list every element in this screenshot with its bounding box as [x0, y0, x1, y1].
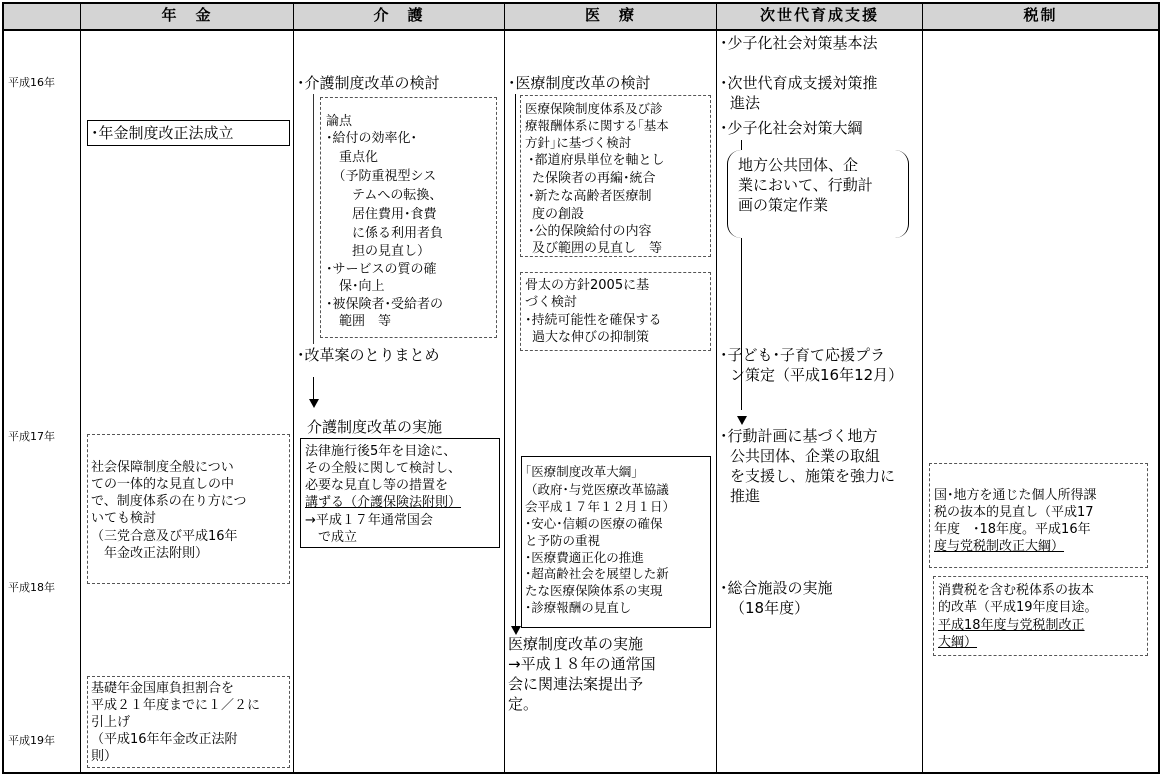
care-timeline-line: [313, 94, 314, 344]
nextgen-local-line: 業において、行動計: [738, 176, 873, 194]
medical-basic-line: 及び範囲の見直し 等: [532, 241, 663, 256]
medical-outline-line: たな医療保険体系の実現: [525, 583, 663, 598]
nextgen-local-line: 地方公共団体、企: [738, 156, 859, 174]
medical-honebuto-line: づく検討: [525, 295, 578, 310]
nextgen-facility-line: （18年度）: [730, 599, 810, 617]
tax-consumption-line: 大綱）: [938, 635, 978, 650]
year-label-h19: 平成19年: [8, 734, 55, 747]
column-divider: [80, 2, 81, 774]
medical-outline-line: ･診療報酬の見直し: [525, 600, 632, 615]
medical-outline-line: （政府･与党医療改革協議: [525, 482, 669, 497]
pension-review-line: で、制度体系の在り方につ: [91, 494, 247, 509]
pension-review-line: ての一体的な見直しの中: [91, 477, 235, 492]
pension-review-box: [87, 434, 290, 584]
medical-outline-box: [521, 456, 711, 628]
care-implement-line: 講ずる（介護保険法附則）: [305, 495, 462, 510]
medical-implement-line: 会に関連法案提出予: [508, 675, 644, 693]
tax-income-line: 国･地方を通じた個人所得課: [934, 488, 1097, 503]
medical-outline-line: と予防の重視: [525, 533, 601, 548]
pension-subsidy-line: 基礎年金国庫負担割合を: [91, 681, 235, 696]
care-points-box: [320, 97, 497, 338]
medical-implement-line: 医療制度改革の実施: [508, 635, 644, 653]
nextgen-support-line: を支援し、施策を強力に: [730, 467, 896, 485]
header-separator: [2, 29, 1160, 31]
medical-basic-box: [520, 95, 711, 257]
care-points-line: ･給付の効率化･: [326, 131, 418, 146]
care-implement-line: 必要な見直し等の措置を: [305, 478, 449, 493]
care-points-line: に係る利用者負: [326, 226, 444, 241]
care-implement-box: [300, 438, 500, 548]
pension-review-line: いても検討: [91, 511, 157, 526]
care-arrow-head: [309, 399, 319, 408]
nextgen-plan-line: ･子ども･子育て応援プラ: [720, 346, 886, 364]
medical-basic-line: 療報酬体系に関する｢基本: [525, 118, 669, 133]
care-implement-line: 法律施行後5年を目途に、: [305, 444, 457, 459]
care-points-line: ･サービスの質の確: [326, 262, 437, 277]
care-points-line: （予防重視型シス: [326, 169, 437, 184]
column-divider: [293, 2, 294, 774]
medical-basic-line: 医療保険制度体系及び診: [525, 101, 663, 116]
care-implement-title: 介護制度改革の実施: [307, 418, 443, 436]
header-tax: 税制: [1023, 6, 1058, 24]
tax-consumption-line: 平成18年度与党税制改正: [938, 618, 1085, 633]
care-points-line: 重点化: [326, 150, 379, 165]
pension-subsidy-line: （平成16年年金改正法附: [91, 732, 238, 747]
nextgen-support-line: 公共団体、企業の取組: [730, 447, 881, 465]
pension-reform-law-box: [87, 120, 290, 146]
tax-consumption-box: [933, 576, 1148, 656]
column-divider: [504, 2, 505, 774]
tax-income-box: [929, 463, 1148, 568]
year-label-h17: 平成17年: [8, 430, 55, 443]
medical-outline-line: ･超高齢社会を展望した新: [525, 566, 669, 581]
medical-honebuto-line: 骨太の方針2005に基: [525, 278, 650, 293]
care-arrow-line: [313, 377, 314, 401]
care-points-line: 担の見直し）: [326, 244, 431, 259]
medical-honebuto-line: ･持続可能性を確保する: [525, 313, 662, 328]
nextgen-support-line: ･行動計画に基づく地方: [720, 427, 878, 445]
year-label-h18: 平成18年: [8, 581, 55, 594]
nextgen-local-bracket: [727, 150, 909, 238]
medical-honebuto-line: 過大な伸びの抑制策: [532, 330, 650, 345]
tax-income-line: 年度 ･18年度。平成16年: [934, 522, 1091, 537]
care-points-line: 保･向上: [326, 279, 385, 294]
tax-income-line: 税の抜本的見直し（平成17: [934, 505, 1094, 520]
medical-basic-line: た保険者の再編･統合: [532, 171, 656, 186]
column-divider: [716, 2, 717, 774]
medical-timeline-line: [515, 94, 516, 628]
pension-review-line: 年金改正法附則）: [91, 546, 209, 561]
care-review-title: ･介護制度改革の検討: [297, 74, 440, 92]
medical-outline-line: ･安心･信頼の医療の確保: [525, 516, 663, 531]
medical-basic-line: 方針｣に基づく検討: [525, 135, 632, 150]
medical-review-title: ･医療制度改革の検討: [508, 74, 651, 92]
pension-subsidy-line: 引上げ: [91, 715, 131, 730]
header-care: 介 護: [373, 6, 425, 24]
medical-basic-line: 度の創設: [532, 207, 585, 222]
medical-basic-line: ･都道府県単位を軸とし: [528, 153, 665, 168]
pension-review-line: （三党合意及び平成16年: [91, 529, 238, 544]
care-points-line: 居住費用･食費: [326, 207, 437, 222]
nextgen-facility-line: ･総合施設の実施: [720, 579, 833, 597]
medical-outline-line: ｢医療制度改革大綱｣: [525, 464, 638, 479]
care-implement-line: で成立: [305, 530, 358, 545]
nextgen-basic-law: ･少子化社会対策基本法: [720, 34, 878, 52]
care-implement-line: →平成１７年通常国会: [305, 513, 433, 528]
nextgen-support-line: 推進: [730, 487, 761, 505]
medical-arrow-head: [511, 626, 521, 635]
medical-basic-line: ･公的保険給付の内容: [528, 224, 652, 239]
header-nextgen: 次世代育成支援: [759, 6, 879, 24]
table-border-left: [2, 2, 4, 774]
column-divider: [922, 2, 923, 774]
header-pension: 年 金: [161, 6, 213, 24]
pension-subsidy-line: 則）: [91, 749, 118, 764]
medical-outline-line: 会平成１７年１２月１日）: [525, 499, 676, 514]
header-medical: 医 療: [584, 6, 636, 24]
nextgen-arrow-head: [737, 416, 747, 425]
nextgen-local-line: 画の策定作業: [738, 196, 829, 214]
medical-implement-line: 定。: [508, 695, 539, 713]
nextgen-promotion-law-line: 進法: [730, 94, 761, 112]
table-border-right: [1158, 2, 1160, 774]
nextgen-outline: ･少子化社会対策大綱: [720, 119, 863, 137]
medical-honebuto-box: [520, 272, 711, 351]
pension-reform-law-text: ･年金制度改正法成立: [91, 124, 234, 142]
care-points-line: 範囲 等: [326, 314, 392, 329]
medical-implement-line: →平成１８年の通常国: [508, 655, 656, 673]
pension-subsidy-line: 平成２１年度までに１／２に: [91, 698, 261, 713]
medical-basic-line: ･新たな高齢者医療制: [528, 189, 652, 204]
table-border-bottom: [2, 772, 1160, 774]
care-points-line: 論点: [326, 114, 353, 129]
pension-subsidy-box: [87, 676, 290, 768]
nextgen-promotion-law-line: ･次世代育成支援対策推: [720, 74, 878, 92]
year-label-h16: 平成16年: [8, 76, 55, 89]
medical-outline-line: ･医療費適正化の推進: [525, 550, 644, 565]
care-summary-title: ･改革案のとりまとめ: [297, 346, 440, 364]
pension-review-line: 社会保障制度全般につい: [91, 460, 234, 475]
tax-consumption-line: 的改革（平成19年度目途。: [938, 600, 1098, 615]
tax-consumption-line: 消費税を含む税体系の抜本: [938, 583, 1095, 598]
nextgen-plan-line: ン策定（平成16年12月）: [730, 366, 904, 384]
care-points-line: ･被保険者･受給者の: [326, 297, 444, 312]
tax-income-line: 度与党税制改正大綱）: [934, 539, 1065, 554]
care-implement-line: その全般に関して検討し、: [305, 461, 462, 476]
care-points-line: テムへの転換、: [326, 188, 443, 203]
